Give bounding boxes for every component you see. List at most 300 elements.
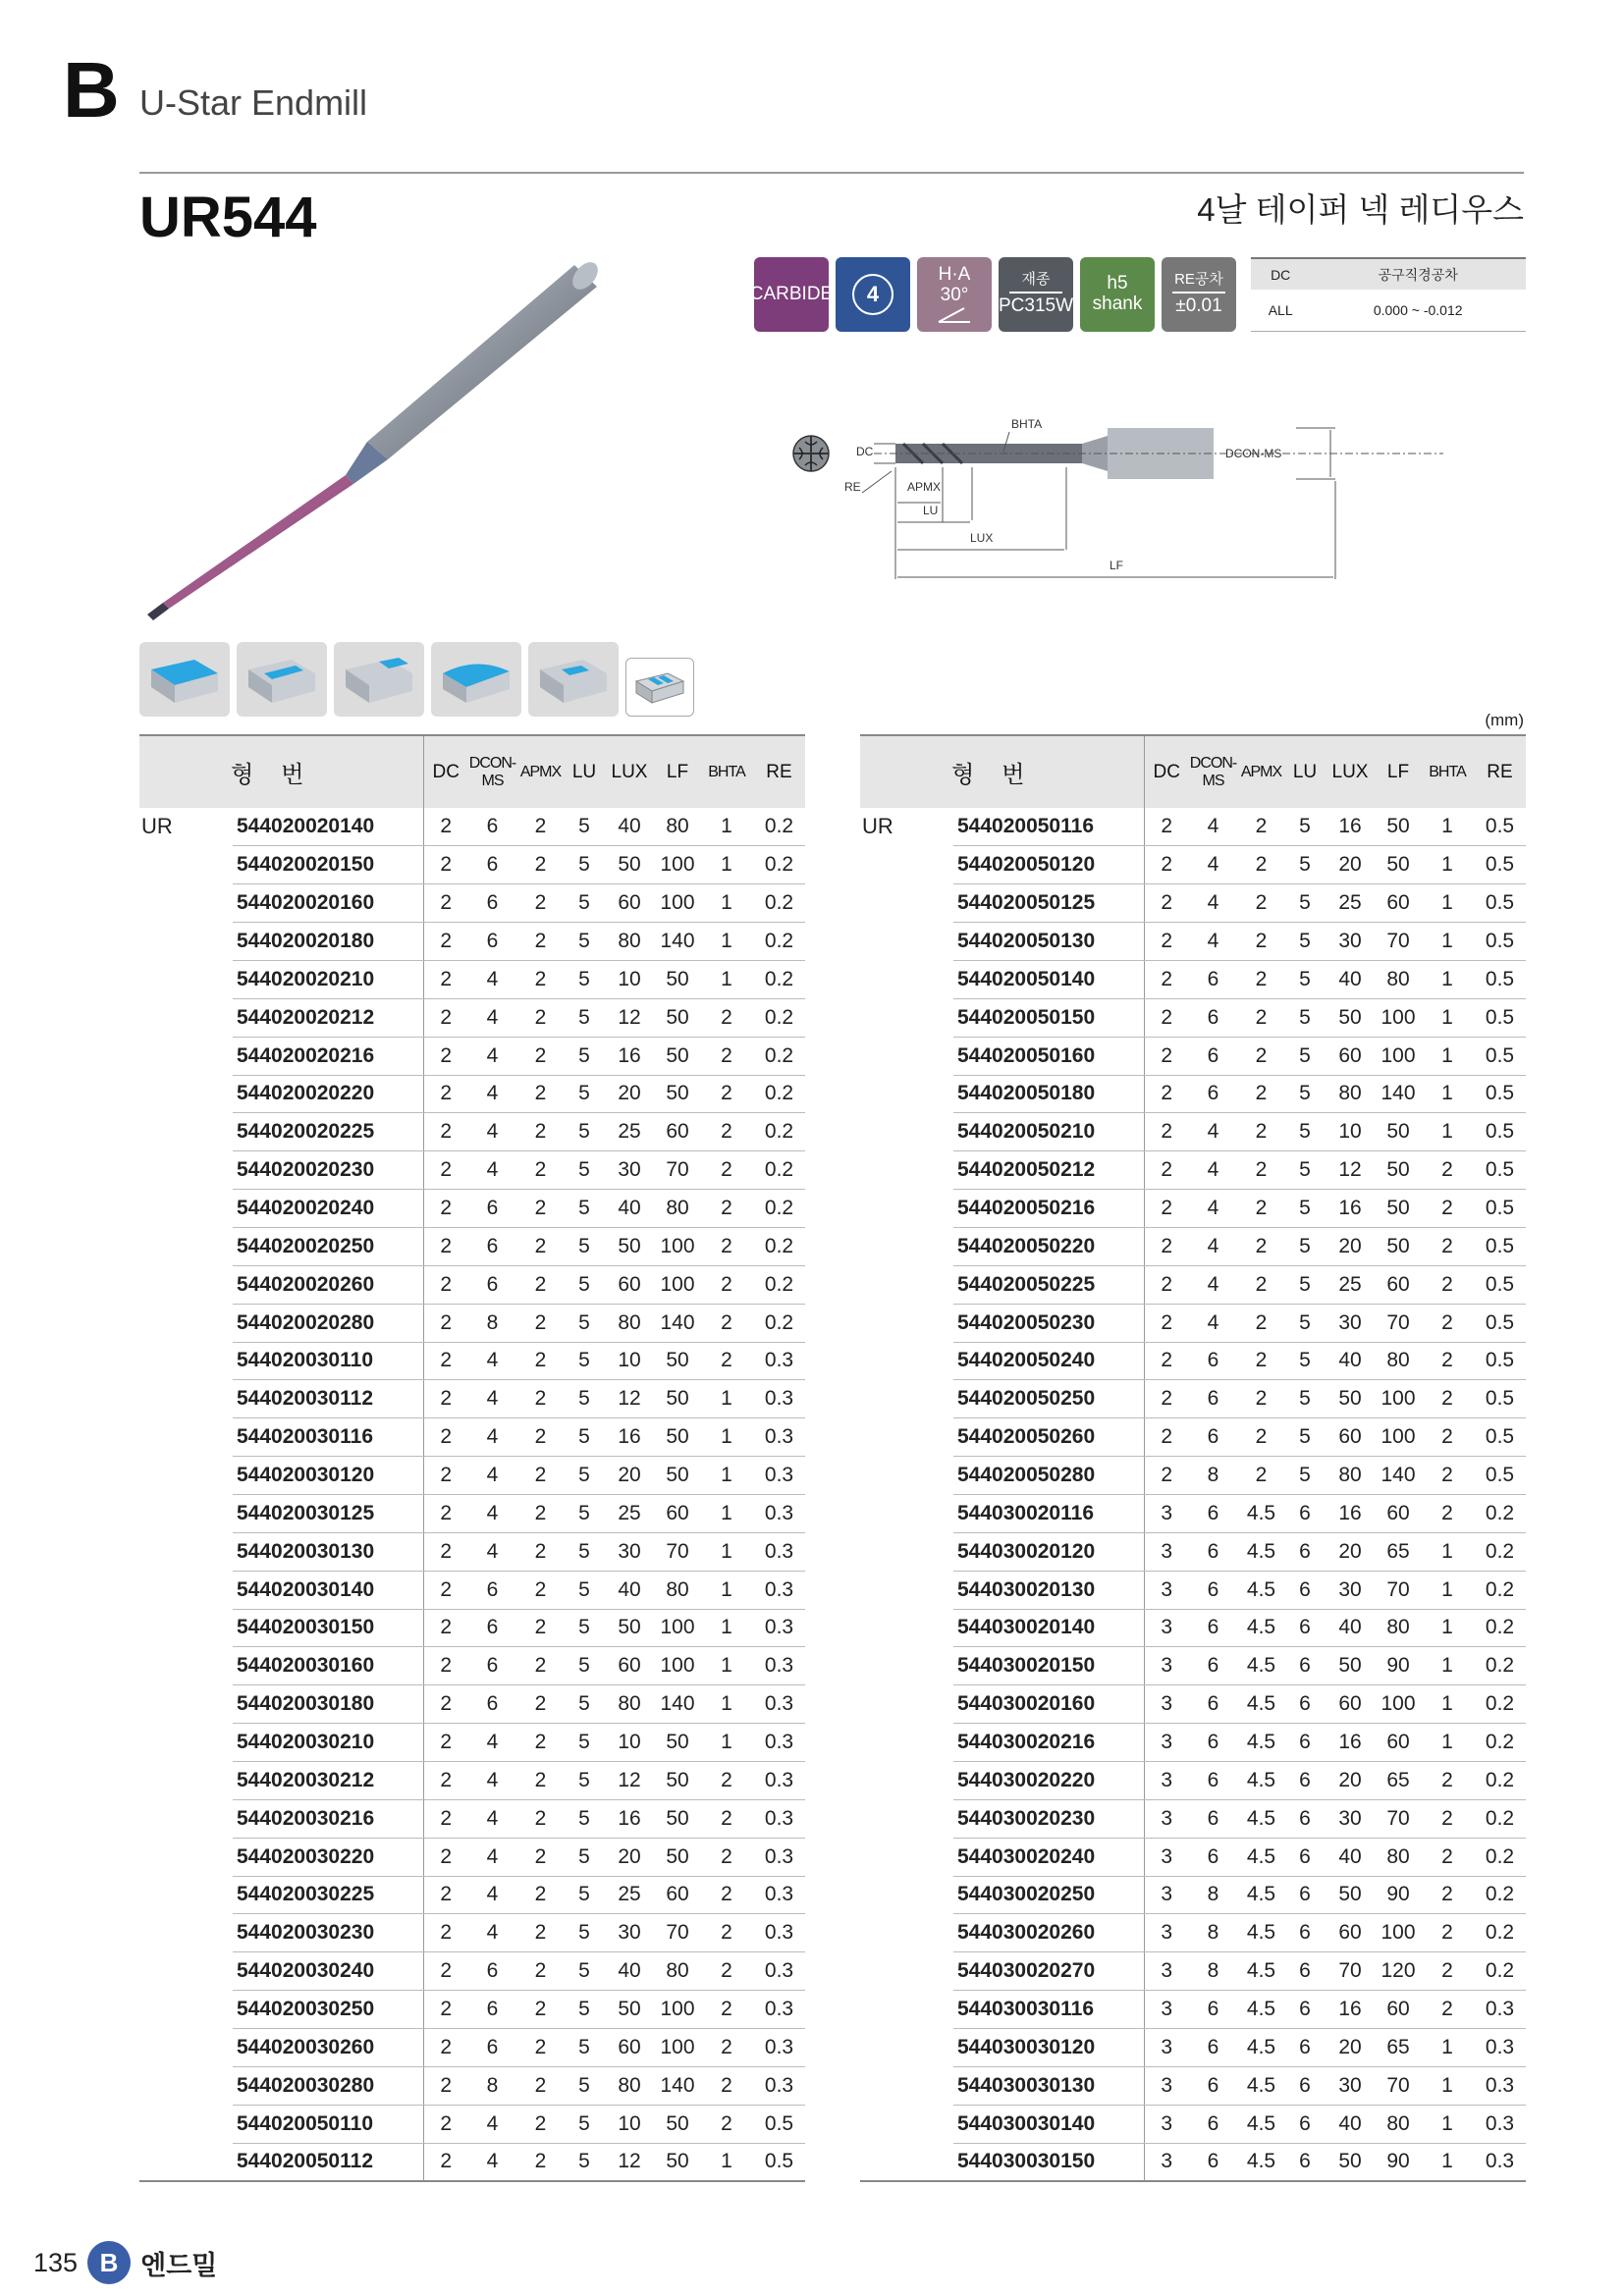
spec-value: 0.2 xyxy=(753,1304,805,1342)
series-prefix xyxy=(139,2029,233,2067)
spec-value: 5 xyxy=(565,1761,604,1799)
spec-value: 2 xyxy=(1237,1227,1285,1265)
spec-value: 2 xyxy=(516,1914,565,1952)
table-row xyxy=(860,1342,1526,1380)
spec-value: 20 xyxy=(1325,2029,1376,2067)
spec-value: 6 xyxy=(468,1685,516,1724)
spec-value: 0.5 xyxy=(1474,1227,1526,1265)
spec-value: 2 xyxy=(1144,923,1189,961)
spec-value: 2 xyxy=(423,1991,468,2029)
spec-value: 5 xyxy=(1285,960,1325,998)
spec-value: 50 xyxy=(1376,1151,1421,1190)
spec-value: 2 xyxy=(423,2143,468,2181)
table-row xyxy=(860,1838,1526,1876)
table-row xyxy=(139,1494,805,1532)
product-code: 544020020160 xyxy=(233,884,423,923)
product-code: 544020050260 xyxy=(953,1418,1144,1457)
spec-value: 4 xyxy=(468,1075,516,1113)
spec-value: 4 xyxy=(1189,846,1237,884)
spec-value: 4.5 xyxy=(1237,1838,1285,1876)
spec-value: 0.2 xyxy=(1474,1609,1526,1647)
spec-value: 30 xyxy=(1325,923,1376,961)
spec-value: 2 xyxy=(1144,1227,1189,1265)
spec-value: 2 xyxy=(423,1685,468,1724)
spec-value: 0.5 xyxy=(1474,1113,1526,1151)
end-view-icon xyxy=(793,436,829,471)
section-letter: B xyxy=(63,46,120,133)
spec-value: 0.5 xyxy=(1474,923,1526,961)
spec-value: 4.5 xyxy=(1237,1609,1285,1647)
spec-value: 4.5 xyxy=(1237,2029,1285,2067)
contour-milling-icon xyxy=(431,642,521,717)
spec-value: 2 xyxy=(516,2066,565,2105)
series-prefix xyxy=(860,2029,953,2067)
series-prefix xyxy=(139,2143,233,2181)
spec-value: 50 xyxy=(1376,808,1421,846)
spec-value: 50 xyxy=(655,1380,700,1418)
product-code: 544020030220 xyxy=(233,1838,423,1876)
spec-value: 1 xyxy=(1421,1571,1474,1609)
spec-value: 2 xyxy=(1421,1151,1474,1190)
spec-value: 4.5 xyxy=(1237,1532,1285,1571)
table-row xyxy=(139,1876,805,1914)
spec-value: 6 xyxy=(1189,1342,1237,1380)
spec-value: 5 xyxy=(565,1685,604,1724)
spec-value: 0.5 xyxy=(753,2143,805,2181)
product-code: 544020050220 xyxy=(953,1227,1144,1265)
spec-value: 50 xyxy=(1325,1876,1376,1914)
series-prefix xyxy=(860,1876,953,1914)
spec-value: 2 xyxy=(423,2066,468,2105)
spec-value: 40 xyxy=(1325,2105,1376,2143)
spec-value: 60 xyxy=(655,1876,700,1914)
spec-value: 50 xyxy=(604,846,655,884)
spec-value: 0.5 xyxy=(1474,1380,1526,1418)
header-divider xyxy=(139,172,1524,174)
spec-value: 50 xyxy=(655,1418,700,1457)
series-prefix xyxy=(139,960,233,998)
spec-value: 60 xyxy=(1376,1265,1421,1304)
spec-value: 1 xyxy=(700,884,753,923)
spec-value: 50 xyxy=(1325,1647,1376,1685)
spec-value: 0.3 xyxy=(753,1647,805,1685)
product-code: 544030020240 xyxy=(953,1838,1144,1876)
series-prefix xyxy=(139,1190,233,1228)
product-code: 544030020116 xyxy=(953,1494,1144,1532)
product-code: 544020050216 xyxy=(953,1190,1144,1228)
spec-value: 1 xyxy=(1421,998,1474,1037)
spec-value: 5 xyxy=(1285,1457,1325,1495)
spec-value: 30 xyxy=(1325,1304,1376,1342)
series-prefix xyxy=(860,1227,953,1265)
product-code: 544020050212 xyxy=(953,1151,1144,1190)
series-prefix xyxy=(860,846,953,884)
spec-value: 1 xyxy=(700,1532,753,1571)
spec-value: 5 xyxy=(565,1952,604,1991)
spec-value: 0.3 xyxy=(753,1571,805,1609)
spec-value: 2 xyxy=(423,2029,468,2067)
spec-value: 4 xyxy=(1189,1227,1237,1265)
table-row xyxy=(860,884,1526,923)
spec-value: 2 xyxy=(516,2143,565,2181)
series-prefix xyxy=(139,1647,233,1685)
table-row xyxy=(860,1037,1526,1075)
spec-value: 4 xyxy=(468,960,516,998)
spec-value: 4 xyxy=(468,1342,516,1380)
spec-value: 2 xyxy=(1421,1418,1474,1457)
product-code: 544020020225 xyxy=(233,1113,423,1151)
spec-value: 20 xyxy=(604,1838,655,1876)
spec-value: 50 xyxy=(655,1457,700,1495)
spec-value: 2 xyxy=(1237,884,1285,923)
series-prefix xyxy=(139,1265,233,1304)
spec-value: 2 xyxy=(516,1609,565,1647)
table-row xyxy=(860,1685,1526,1724)
spec-value: 60 xyxy=(655,1494,700,1532)
spec-value: 2 xyxy=(423,2105,468,2143)
spec-value: 5 xyxy=(565,1494,604,1532)
product-code: 544020020260 xyxy=(233,1265,423,1304)
spec-value: 2 xyxy=(700,1342,753,1380)
spec-value: 6 xyxy=(1189,2029,1237,2067)
spec-value: 6 xyxy=(1189,1571,1237,1609)
spec-value: 0.2 xyxy=(1474,1799,1526,1838)
product-code: 544020050225 xyxy=(953,1265,1144,1304)
table-row xyxy=(860,2029,1526,2067)
spec-value: 0.3 xyxy=(753,1724,805,1762)
product-code: 544020050116 xyxy=(953,808,1144,846)
spec-value: 2 xyxy=(423,998,468,1037)
spec-value: 0.2 xyxy=(1474,1914,1526,1952)
spec-value: 5 xyxy=(1285,1265,1325,1304)
spec-value: 2 xyxy=(1237,998,1285,1037)
product-code: 544020030116 xyxy=(233,1418,423,1457)
product-code: 544020030240 xyxy=(233,1952,423,1991)
spec-value: 2 xyxy=(516,1457,565,1495)
spec-value: 4 xyxy=(468,1151,516,1190)
spec-value: 4 xyxy=(468,1494,516,1532)
re-tolerance-value: ±0.01 xyxy=(1175,294,1222,316)
table-row xyxy=(860,1457,1526,1495)
spec-value: 2 xyxy=(516,1685,565,1724)
spec-value: 1 xyxy=(700,1418,753,1457)
spec-value: 4 xyxy=(468,1113,516,1151)
spec-value: 4.5 xyxy=(1237,1571,1285,1609)
header-code: 형번 xyxy=(139,735,423,808)
table-row xyxy=(139,1151,805,1190)
table-row xyxy=(139,808,805,846)
application-icons xyxy=(139,642,694,717)
product-code: 544020020280 xyxy=(233,1304,423,1342)
spec-value: 50 xyxy=(604,1609,655,1647)
spec-value: 2 xyxy=(423,1952,468,1991)
spec-value: 16 xyxy=(1325,1190,1376,1228)
spec-value: 50 xyxy=(655,1037,700,1075)
spec-value: 5 xyxy=(565,1609,604,1647)
spec-value: 4 xyxy=(468,1799,516,1838)
carbide-badge xyxy=(749,257,834,332)
header-lux: LUX xyxy=(1325,735,1376,808)
product-code: 544030020130 xyxy=(953,1571,1144,1609)
spec-value: 100 xyxy=(655,1609,700,1647)
spec-value: 4 xyxy=(1189,1265,1237,1304)
spec-value: 0.3 xyxy=(753,1532,805,1571)
spec-value: 40 xyxy=(1325,1342,1376,1380)
spec-value: 6 xyxy=(468,1265,516,1304)
helix-angle-badge xyxy=(917,257,992,332)
spec-value: 6 xyxy=(1285,1532,1325,1571)
spec-value: 2 xyxy=(423,1761,468,1799)
helix-value: 30° xyxy=(940,285,969,305)
spec-value: 2 xyxy=(1237,1075,1285,1113)
spec-value: 1 xyxy=(1421,1113,1474,1151)
table-row xyxy=(139,846,805,884)
product-code: 544020030112 xyxy=(233,1380,423,1418)
spec-value: 60 xyxy=(604,1265,655,1304)
spec-value: 5 xyxy=(1285,1227,1325,1265)
spec-value: 6 xyxy=(468,923,516,961)
diameter-tolerance-table xyxy=(1251,257,1526,332)
spec-value: 0.5 xyxy=(1474,846,1526,884)
spec-value: 4 xyxy=(1189,1113,1237,1151)
spec-value: 2 xyxy=(516,998,565,1037)
spec-value: 100 xyxy=(1376,1685,1421,1724)
flute-count: 4 xyxy=(866,281,880,306)
spec-value: 2 xyxy=(700,1304,753,1342)
spec-value: 70 xyxy=(1376,2066,1421,2105)
spec-value: 2 xyxy=(1421,1265,1474,1304)
spec-value: 6 xyxy=(1189,960,1237,998)
spec-value: 25 xyxy=(604,1494,655,1532)
spec-value: 5 xyxy=(565,808,604,846)
spec-value: 100 xyxy=(655,1227,700,1265)
spec-value: 8 xyxy=(468,1304,516,1342)
spec-value: 2 xyxy=(1144,1151,1189,1190)
spec-value: 5 xyxy=(565,1151,604,1190)
table-row xyxy=(139,1991,805,2029)
spec-value: 30 xyxy=(1325,1799,1376,1838)
spec-value: 3 xyxy=(1144,1532,1189,1571)
table-row xyxy=(139,1571,805,1609)
section-badge: B xyxy=(87,2241,131,2284)
spec-value: 2 xyxy=(700,1227,753,1265)
spec-value: 2 xyxy=(1421,1876,1474,1914)
product-code: 544030030140 xyxy=(953,2105,1144,2143)
spec-value: 2 xyxy=(700,1151,753,1190)
spec-value: 4.5 xyxy=(1237,1685,1285,1724)
spec-value: 2 xyxy=(700,2066,753,2105)
spec-value: 1 xyxy=(700,1494,753,1532)
series-prefix xyxy=(860,884,953,923)
spec-value: 1 xyxy=(700,2143,753,2181)
spec-value: 6 xyxy=(1285,1571,1325,1609)
header-apmx: APMX xyxy=(516,735,565,808)
spec-value: 2 xyxy=(516,1724,565,1762)
shank-tolerance-badge xyxy=(1080,257,1155,332)
spec-value: 5 xyxy=(565,1037,604,1075)
table-row xyxy=(860,2105,1526,2143)
table-row xyxy=(139,1724,805,1762)
spec-value: 2 xyxy=(423,1457,468,1495)
spec-value: 6 xyxy=(1189,1761,1237,1799)
spec-value: 2 xyxy=(1237,1113,1285,1151)
spec-value: 0.3 xyxy=(1474,2143,1526,2181)
spec-value: 2 xyxy=(1237,1037,1285,1075)
spec-value: 4 xyxy=(1189,1304,1237,1342)
spec-value: 2 xyxy=(700,1876,753,1914)
spec-value: 6 xyxy=(468,884,516,923)
spec-value: 4 xyxy=(1189,1190,1237,1228)
product-code: 544020020216 xyxy=(233,1037,423,1075)
spec-value: 60 xyxy=(655,1113,700,1151)
spec-value: 2 xyxy=(423,1571,468,1609)
apmx-label: APMX xyxy=(907,480,942,494)
spec-value: 6 xyxy=(468,1647,516,1685)
header-dc: DC xyxy=(423,735,468,808)
spec-value: 2 xyxy=(423,1037,468,1075)
spec-value: 80 xyxy=(655,1571,700,1609)
spec-value: 2 xyxy=(700,1991,753,2029)
spec-value: 1 xyxy=(700,923,753,961)
header-code: 형번 xyxy=(860,735,1144,808)
series-prefix xyxy=(139,1952,233,1991)
spec-value: 2 xyxy=(1237,1342,1285,1380)
spec-value: 2 xyxy=(1421,1190,1474,1228)
side-milling-icon xyxy=(334,642,424,717)
spec-value: 6 xyxy=(468,1227,516,1265)
series-prefix xyxy=(860,1991,953,2029)
header-lux: LUX xyxy=(604,735,655,808)
spec-value: 5 xyxy=(1285,1151,1325,1190)
spec-value: 6 xyxy=(1285,2029,1325,2067)
spec-value: 20 xyxy=(1325,1532,1376,1571)
table-row xyxy=(860,1227,1526,1265)
spec-value: 2 xyxy=(516,1227,565,1265)
spec-value: 100 xyxy=(1376,998,1421,1037)
series-prefix xyxy=(860,1761,953,1799)
spec-value: 2 xyxy=(516,923,565,961)
spec-value: 25 xyxy=(1325,884,1376,923)
header-apmx: APMX xyxy=(1237,735,1285,808)
spec-value: 2 xyxy=(423,1532,468,1571)
spec-value: 5 xyxy=(565,1380,604,1418)
spec-value: 3 xyxy=(1144,1724,1189,1762)
series-prefix xyxy=(139,1342,233,1380)
series-prefix xyxy=(860,1151,953,1190)
table-row xyxy=(860,846,1526,884)
spec-value: 100 xyxy=(1376,1037,1421,1075)
spec-value: 0.3 xyxy=(753,1342,805,1380)
spec-value: 60 xyxy=(604,2029,655,2067)
spec-value: 80 xyxy=(604,1685,655,1724)
series-prefix xyxy=(860,923,953,961)
product-code: 544020050180 xyxy=(953,1075,1144,1113)
lf-label: LF xyxy=(1110,559,1124,572)
table-row xyxy=(139,1190,805,1228)
spec-value: 2 xyxy=(1237,1304,1285,1342)
spec-value: 0.5 xyxy=(1474,998,1526,1037)
spec-value: 2 xyxy=(1237,1190,1285,1228)
spec-value: 6 xyxy=(1189,1075,1237,1113)
spec-value: 2 xyxy=(516,1113,565,1151)
spec-value: 6 xyxy=(468,1952,516,1991)
spec-value: 2 xyxy=(700,1037,753,1075)
spec-value: 6 xyxy=(1285,1952,1325,1991)
spec-value: 0.2 xyxy=(753,1227,805,1265)
spec-value: 2 xyxy=(1421,1227,1474,1265)
spec-value: 4.5 xyxy=(1237,1761,1285,1799)
spec-value: 2 xyxy=(1237,960,1285,998)
spec-value: 12 xyxy=(604,1761,655,1799)
spec-value: 0.5 xyxy=(1474,1457,1526,1495)
spec-value: 0.3 xyxy=(753,1876,805,1914)
spec-value: 30 xyxy=(1325,1571,1376,1609)
product-code: 544020030225 xyxy=(233,1876,423,1914)
spec-value: 6 xyxy=(1285,1799,1325,1838)
spec-value: 4.5 xyxy=(1237,1494,1285,1532)
product-code: 544020020180 xyxy=(233,923,423,961)
spec-value: 0.5 xyxy=(1474,1342,1526,1380)
series-prefix xyxy=(860,1418,953,1457)
spec-value: 90 xyxy=(1376,1876,1421,1914)
spec-value: 0.2 xyxy=(753,998,805,1037)
spec-value: 0.3 xyxy=(753,1799,805,1838)
series-prefix xyxy=(139,1609,233,1647)
spec-value: 2 xyxy=(423,1876,468,1914)
product-code: 544030030130 xyxy=(953,2066,1144,2105)
spec-value: 3 xyxy=(1144,2105,1189,2143)
spec-value: 12 xyxy=(1325,1151,1376,1190)
page-footer xyxy=(33,2241,217,2284)
spec-value: 2 xyxy=(423,846,468,884)
table-row xyxy=(860,1952,1526,1991)
spec-value: 4 xyxy=(468,1876,516,1914)
series-prefix xyxy=(860,2105,953,2143)
table-row xyxy=(139,1799,805,1838)
series-prefix xyxy=(139,1914,233,1952)
spec-value: 0.3 xyxy=(753,2029,805,2067)
spec-value: 6 xyxy=(1189,1494,1237,1532)
spec-value: 2 xyxy=(700,1761,753,1799)
spec-value: 2 xyxy=(516,1151,565,1190)
spec-value: 0.5 xyxy=(1474,1075,1526,1113)
spec-value: 4.5 xyxy=(1237,2143,1285,2181)
spec-value: 1 xyxy=(1421,2105,1474,2143)
dc-label: DC xyxy=(856,445,874,458)
product-code: 544020030260 xyxy=(233,2029,423,2067)
spec-value: 6 xyxy=(468,1609,516,1647)
spec-value: 20 xyxy=(604,1457,655,1495)
series-prefix xyxy=(139,1457,233,1495)
spec-value: 0.2 xyxy=(753,846,805,884)
table-row xyxy=(860,1647,1526,1685)
table-row xyxy=(860,1724,1526,1762)
product-code: 544020050250 xyxy=(953,1380,1144,1418)
spec-value: 140 xyxy=(1376,1075,1421,1113)
spec-value: 5 xyxy=(565,1838,604,1876)
spec-value: 1 xyxy=(700,1609,753,1647)
series-prefix xyxy=(139,1418,233,1457)
tol-range-value: 0.000 ~ -0.012 xyxy=(1310,290,1526,331)
spec-value: 6 xyxy=(1189,1418,1237,1457)
series-prefix xyxy=(860,1190,953,1228)
series-prefix xyxy=(139,1571,233,1609)
table-row xyxy=(860,1799,1526,1838)
spec-value: 8 xyxy=(1189,1952,1237,1991)
spec-value: 2 xyxy=(1421,1838,1474,1876)
spec-value: 25 xyxy=(604,1876,655,1914)
re-label: RE xyxy=(844,480,861,494)
